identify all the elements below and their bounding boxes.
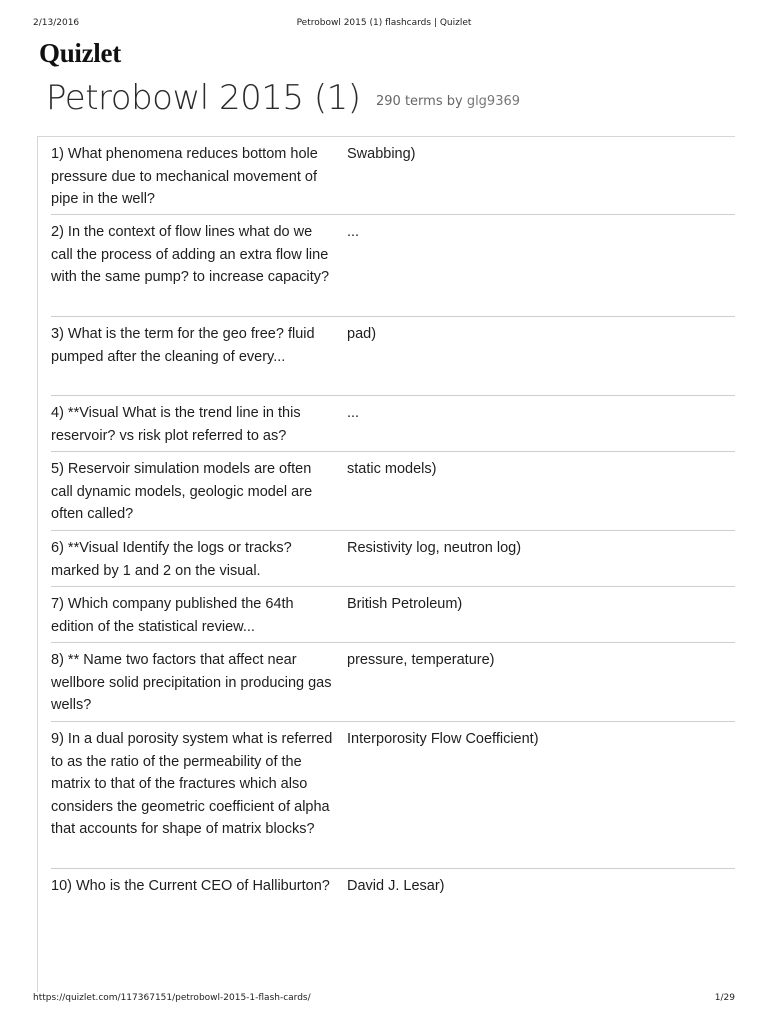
page-url[interactable]: https://quizlet.com/117367151/petrobowl-2015-1-flash-cards/	[33, 993, 311, 1003]
card-row	[51, 869, 735, 949]
card-row	[51, 215, 735, 317]
card-definition: ...	[347, 405, 360, 421]
card-definition: static models)	[347, 461, 437, 477]
card-definition: British Petroleum)	[347, 596, 463, 612]
card-term: 7) Which company published the 64th edition of the statistical review...	[51, 596, 294, 635]
card-row	[51, 452, 735, 531]
print-page-title: Petrobowl 2015 (1) flashcards | Quizlet	[296, 18, 472, 28]
print-footer	[33, 993, 735, 1007]
card-definition: Swabbing)	[347, 146, 416, 162]
card-definition: Resistivity log, neutron log)	[347, 540, 522, 556]
card-row	[51, 396, 735, 452]
card-row	[51, 722, 735, 869]
card-term: 10) Who is the Current CEO of Halliburton?	[51, 878, 330, 894]
card-row	[51, 137, 735, 215]
card-term: 6) **Visual Identify the logs or tracks? marked by 1 and 2 on the visual.	[51, 540, 292, 579]
card-row	[51, 317, 735, 396]
card-term: 3) What is the term for the geo free? fluid pumped after the cleaning of every...	[51, 326, 315, 365]
card-term: 1) What phenomena reduces bottom hole pressure due to mechanical movement of pipe in the well?	[51, 146, 318, 207]
card-definition: pressure, temperature)	[347, 652, 495, 668]
card-definition: ...	[347, 224, 360, 240]
card-term: 4) **Visual What is the trend line in this reservoir? vs risk plot referred to as?	[51, 405, 301, 444]
card-definition: David J. Lesar)	[347, 878, 445, 894]
card-term: 9) In a dual porosity system what is referred to as the ratio of the permeability of the matrix to that of the fractures which also considers the geometric coefficient of alpha that accounts for shape of matrix blocks?	[51, 731, 333, 837]
terms-count: 290 terms by	[376, 94, 463, 109]
set-title: Petrobowl 2015 (1)	[46, 78, 361, 118]
card-row	[51, 643, 735, 722]
card-term: 8) ** Name two factors that affect near wellbore solid precipitation in producing gas wells?	[51, 652, 332, 713]
card-row	[51, 531, 735, 587]
page-number: 1/29	[714, 993, 735, 1003]
card-row	[51, 587, 735, 643]
print-date: 2/13/2016	[33, 18, 80, 28]
card-definition: pad)	[347, 326, 377, 342]
card-term: 5) Reservoir simulation models are often call dynamic models, geologic model are often called?	[51, 461, 313, 522]
card-term: 2) In the context of flow lines what do we call the process of adding an extra flow line with the same pump? to increase capacity?	[51, 224, 330, 285]
set-meta	[376, 94, 520, 109]
quizlet-logo[interactable]: Quizlet	[39, 38, 121, 68]
card-definition: Interporosity Flow Coefficient)	[347, 731, 539, 747]
print-header	[33, 18, 735, 32]
flashcard-table	[37, 136, 735, 992]
author-link[interactable]: glg9369	[466, 94, 521, 109]
